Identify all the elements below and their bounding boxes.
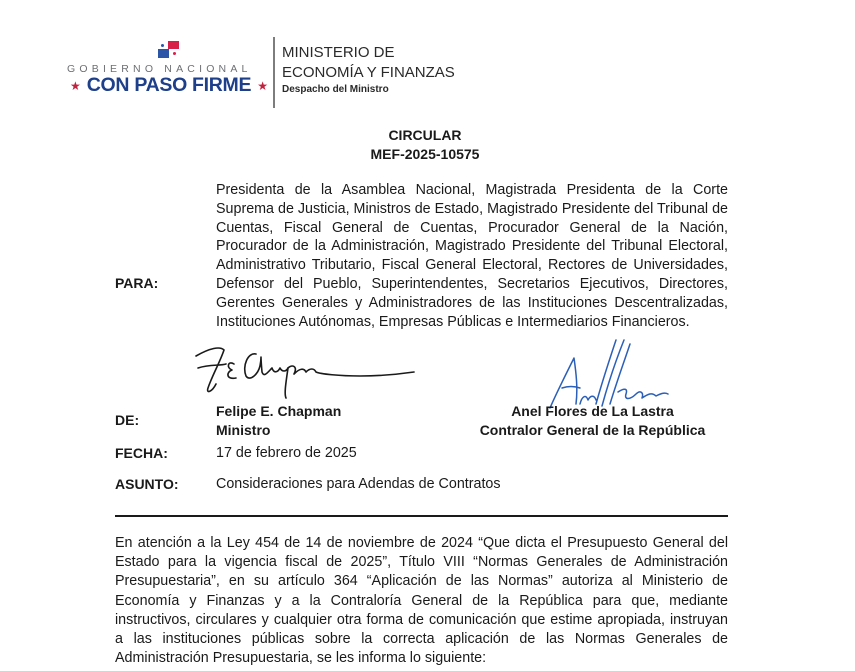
- ministry-office: Despacho del Ministro: [282, 84, 389, 95]
- star-icon: ★: [257, 78, 268, 93]
- flag-blue-star: [161, 44, 164, 47]
- label-de: DE:: [115, 412, 140, 428]
- recipients-text: Presidenta de la Asamblea Nacional, Magistrada Presidenta de la Corte Suprema de Justicia, Ministros de Estado, Magistrado Presidente del Tribunal de Cuentas, Fiscal General de Cuentas, Procurador General de la Nación, Procurador de la Administración, Magistrado Presidente del Tribunal Electoral, Administrativo Tributario, Fiscal General Electoral, Rectores de Universidades, Defensor del Pueblo, Superintendentes, Secretarios Ejecutivos, Directores, Gerentes Generales y Administradores de las Instituciones Descentralizadas, Instituciones Autónomas, Empresas Públicas e Intermediarios Financieros.: [216, 182, 728, 330]
- document-reference: MEF-2025-10575: [370, 146, 480, 162]
- sender-2: [455, 402, 730, 440]
- fecha-value: 17 de febrero de 2025: [216, 445, 357, 461]
- sender-2-name: Anel Flores de La Lastra: [511, 403, 674, 419]
- star-icon: ★: [70, 78, 81, 93]
- flag-blue-square: [158, 49, 169, 58]
- label-fecha: FECHA:: [115, 445, 168, 461]
- label-para: PARA:: [115, 275, 159, 291]
- government-line: GOBIERNO NACIONAL: [67, 63, 252, 75]
- sender-1: [216, 402, 341, 440]
- document-title: CIRCULAR: [388, 127, 462, 143]
- ministry-line-2: ECONOMÍA Y FINANZAS: [282, 64, 455, 81]
- flag-red-square: [168, 41, 179, 49]
- slogan-block: [64, 74, 274, 97]
- slogan: CON PASO FIRME: [86, 74, 252, 96]
- panama-flag-icon: [156, 41, 182, 61]
- ministry-name: [282, 43, 455, 97]
- flag-red-star: [173, 52, 176, 55]
- label-asunto: ASUNTO:: [115, 476, 179, 492]
- sender-1-name: Felipe E. Chapman: [216, 403, 342, 419]
- sender-2-title: Contralor General de la República: [479, 422, 706, 438]
- document-title-block: [300, 126, 550, 164]
- signature-chapman-icon: [190, 342, 420, 400]
- body-paragraph: En atención a la Ley 454 de 14 de noviembre de 2024 “Que dicta el Presupuesto General del Estado para la vigencia fiscal de 2025”, Título VIII “Normas Generales de Administración Presupuestaria”, en su artículo 364 “Aplicación de las Normas” autoriza al Ministerio de Economía y Finanzas y a la Contraloría General de la República para que, mediante instructivos, circulares y cualquier otra forma de comunicación que estime apropiada, instruyan a las instituciones públicas sobre la correcta aplicación de las Normas Generales de Administración Presupuestaria, se les informa lo siguiente:: [115, 535, 728, 667]
- letterhead-divider: [273, 37, 275, 108]
- sender-1-title: Ministro: [216, 422, 271, 438]
- asunto-value: Consideraciones para Adendas de Contratos: [216, 476, 501, 492]
- horizontal-rule: [115, 515, 728, 517]
- ministry-line-1: MINISTERIO DE: [282, 44, 395, 61]
